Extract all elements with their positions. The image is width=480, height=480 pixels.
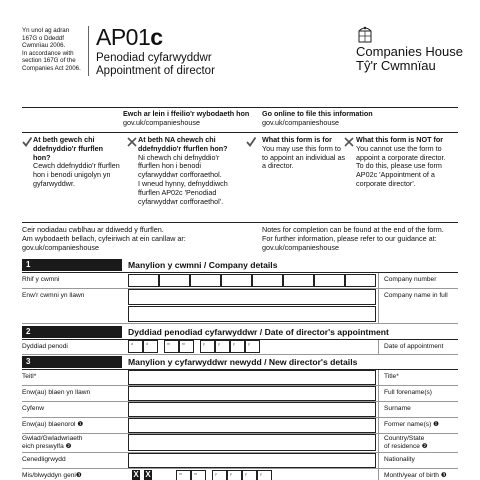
residence-field[interactable] [128,434,376,451]
note-marker-icon: ❶ [433,421,440,428]
digit-cell[interactable] [191,470,206,480]
column-rule [378,370,379,480]
digit-cell[interactable] [242,470,257,480]
nationality-label-welsh: Cenedligrwydd [22,456,66,463]
appointment-date-label-welsh: Dyddiad penodi [22,343,68,350]
digit-cell-hint: d [131,342,133,346]
residence-label-welsh [22,435,82,451]
appointment-date-label: Date of appointment [384,343,444,350]
notes-line: Notes for completion can be found at the end of the form. [262,225,444,234]
notes-line: For further information, please refer to our guidance at: [262,233,437,243]
residence-label-line: Gwlad/Gwladwriaeth [22,435,83,442]
online-welsh-url[interactable]: gov.uk/companieshouse [123,117,200,127]
digit-cell-hint: d [146,342,148,346]
info-title: At beth NA chewch chi [138,135,216,144]
title-label: Title* [384,373,399,380]
info-title: What this form is NOT for [356,135,444,144]
digit-cell[interactable] [164,340,179,353]
former-names-label [380,421,439,429]
crest-icon [356,25,374,45]
info-body: a director. [262,161,294,171]
digit-cell[interactable] [230,340,245,353]
note-marker-icon: ❷ [65,443,72,450]
info-body: Ni chewch chi defnyddio'r [138,152,220,162]
legal-note-line: In accordance with [22,49,74,57]
digit-cell[interactable] [257,470,272,480]
digit-cell-hint: y [203,342,205,346]
digit-cell-hint: y [230,472,232,476]
notes-link[interactable]: gov.uk/companieshouse [22,242,99,252]
digit-cell[interactable] [227,470,242,480]
tick-icon [246,137,256,150]
digit-cell[interactable] [128,340,143,353]
form-code [96,24,163,50]
online-top-rule [22,107,458,108]
digit-cell[interactable] [345,274,376,287]
info-body: to appoint an individual as [262,152,346,162]
note-marker-icon: ❸ [440,472,447,479]
notes-line: Am wybodaeth bellach, cyfeiriwch at ein canllaw ar: [22,233,186,243]
form-title-welsh: Penodiad cyfarwyddwr [96,52,212,64]
info-box-english-not-for [344,136,462,189]
residence-label-line: of residence [384,443,420,450]
info-body: cyfarwyddwr corfforaethol'. [138,196,224,206]
residence-label-line: eich preswylfa [22,443,64,450]
cross-icon [344,137,354,150]
surname-label-welsh: Cyfenw [22,405,44,412]
info-bottom-rule [22,222,458,223]
online-english [262,110,373,128]
digit-cell-hint: m [167,342,170,346]
note-marker-icon: ❸ [75,472,82,479]
section-rule [22,272,458,273]
residence-label-line: Country/State [384,435,425,442]
org-name-welsh: Tŷ'r Cwmnïau [356,58,436,73]
digit-cell[interactable] [143,340,158,353]
title-field[interactable] [128,370,376,385]
form-title-english: Appointment of director [96,65,215,77]
digit-cell[interactable] [212,470,227,480]
legal-note-line: 167G o Ddeddf [22,34,64,42]
info-body: cyfarwyddwr corfforaethol. [138,170,222,180]
former-names-field[interactable] [128,418,376,433]
forenames-label: Full forename(s) [384,389,433,396]
online-welsh-title: Ewch ar lein i ffeilio'r wybodaeth hon [123,109,250,118]
note-marker-icon: ❷ [421,443,428,450]
digit-cell-hint: m [182,342,185,346]
online-english-url[interactable]: gov.uk/companieshouse [262,117,339,127]
digit-cell[interactable] [200,340,215,353]
info-title: At beth gewch chi [33,135,95,144]
column-rule [378,273,379,323]
notes-line: Ceir nodiadau cwblhau ar ddiwedd y ffurflen. [22,225,164,234]
section-number: 1 [22,259,122,271]
digit-cell-hint: m [179,472,182,476]
legal-note-line: Companies Act 2006. [22,64,81,72]
info-title: ddefnyddio'r ffurflen hon? [138,143,228,153]
birth-label-welsh [22,472,82,480]
info-box-english-for [246,136,346,171]
info-body: gyfarwyddwr. [33,178,75,188]
form-code-suffix: c [150,24,163,50]
cross-icon [127,137,137,150]
digit-cell-hint: y [245,472,247,476]
info-body: To do this, please use form [356,161,442,171]
birth-label [380,472,447,480]
info-body: Cewch ddefnyddio'r ffurflen [33,161,120,171]
title-label-welsh: Teitl* [22,373,37,380]
notes-english [262,226,444,252]
org-name-english: Companies House [356,44,463,59]
row-rule [22,354,458,355]
digit-cell[interactable] [215,340,230,353]
row-rule [22,468,458,469]
masked-day-digit: X [133,470,139,479]
info-body: appoint a corporate director. [356,152,446,162]
forenames-label-welsh: Enw(au) blaen yn llawn [22,389,91,396]
nationality-label: Nationality [384,456,415,463]
row-rule [22,323,458,324]
birth-label-text: Month/year of birth [384,472,439,479]
online-bottom-rule [22,132,458,133]
legal-note-line: section 167G of the [22,57,76,65]
tick-icon [22,137,32,150]
former-names-label-welsh [22,421,83,429]
digit-cell-hint: y [260,472,262,476]
forenames-field[interactable] [128,386,376,401]
section-number: 2 [22,326,122,338]
digit-cell-hint: m [194,472,197,476]
former-names-label-text: Former name(s) [384,421,432,428]
info-title: What this form is for [262,135,332,144]
company-number-label: Company number [384,276,437,283]
notes-link[interactable]: gov.uk/companieshouse [262,242,339,252]
surname-label: Surname [384,405,411,412]
info-body: I wneud hynny, defnyddiwch [138,178,228,188]
section-title: Manylion y cyfarwyddwr newydd / New director's details [128,357,358,367]
birth-label-text: Mis/blwyddyn geni [22,472,76,479]
surname-field[interactable] [128,402,376,417]
digit-cell[interactable] [176,470,191,480]
note-marker-icon: ❶ [77,421,84,428]
column-rule [378,340,379,354]
notes-welsh [22,226,186,252]
masked-day-digit: X [145,470,151,479]
legal-note [22,27,84,73]
info-body: ffurflen AP02c 'Penodiad [138,187,217,197]
nationality-field[interactable] [128,453,376,468]
company-name-field-line2[interactable] [128,306,376,322]
digit-cell[interactable] [252,274,283,287]
header-divider [88,26,89,76]
section-title: Dyddiad penodiad cyfarwyddwr / Date of director's appointment [128,327,389,337]
info-body: AP02c 'Appointment of a [356,170,435,180]
digit-cell-hint: y [248,342,250,346]
company-name-label-welsh: Enw'r cwmni yn llawn [22,292,85,299]
section-title: Manylion y cwmni / Company details [128,260,278,270]
digit-cell-hint: y [233,342,235,346]
info-body: hon i benodi unigolyn yn [33,170,111,180]
info-body: corporate director'. [356,178,416,188]
digit-cell[interactable] [245,340,260,353]
digit-cell[interactable] [128,274,159,287]
info-title: ddefnyddio'r ffurflen hon? [33,143,103,162]
digit-cell[interactable] [221,274,252,287]
digit-cell[interactable] [159,274,190,287]
company-name-field-line1[interactable] [128,289,376,305]
digit-cell[interactable] [190,274,221,287]
online-welsh [123,110,249,128]
legal-note-line: Cwmnïau 2006. [22,42,66,50]
info-body: You cannot use the form to [356,143,442,153]
form-code-prefix: AP01 [96,24,151,50]
info-box-welsh-for [22,136,122,189]
legal-note-line: Yn unol ag adran [22,27,70,34]
digit-cell-hint: y [218,342,220,346]
company-name-label: Company name in full [384,292,448,299]
digit-cell-hint: y [215,472,217,476]
section-number: 3 [22,356,122,368]
residence-label [380,435,428,451]
digit-cell[interactable] [283,274,314,287]
company-number-label-welsh: Rhif y cwmni [22,276,60,283]
former-names-label-text: Enw(au) blaenorol [22,421,76,428]
info-body: You may use this form to [262,143,341,153]
digit-cell[interactable] [314,274,345,287]
online-english-title: Go online to file this information [262,109,373,118]
info-body: ffurflen hon i benodi [138,161,202,171]
info-box-welsh-not-for [127,136,247,206]
digit-cell[interactable] [179,340,194,353]
